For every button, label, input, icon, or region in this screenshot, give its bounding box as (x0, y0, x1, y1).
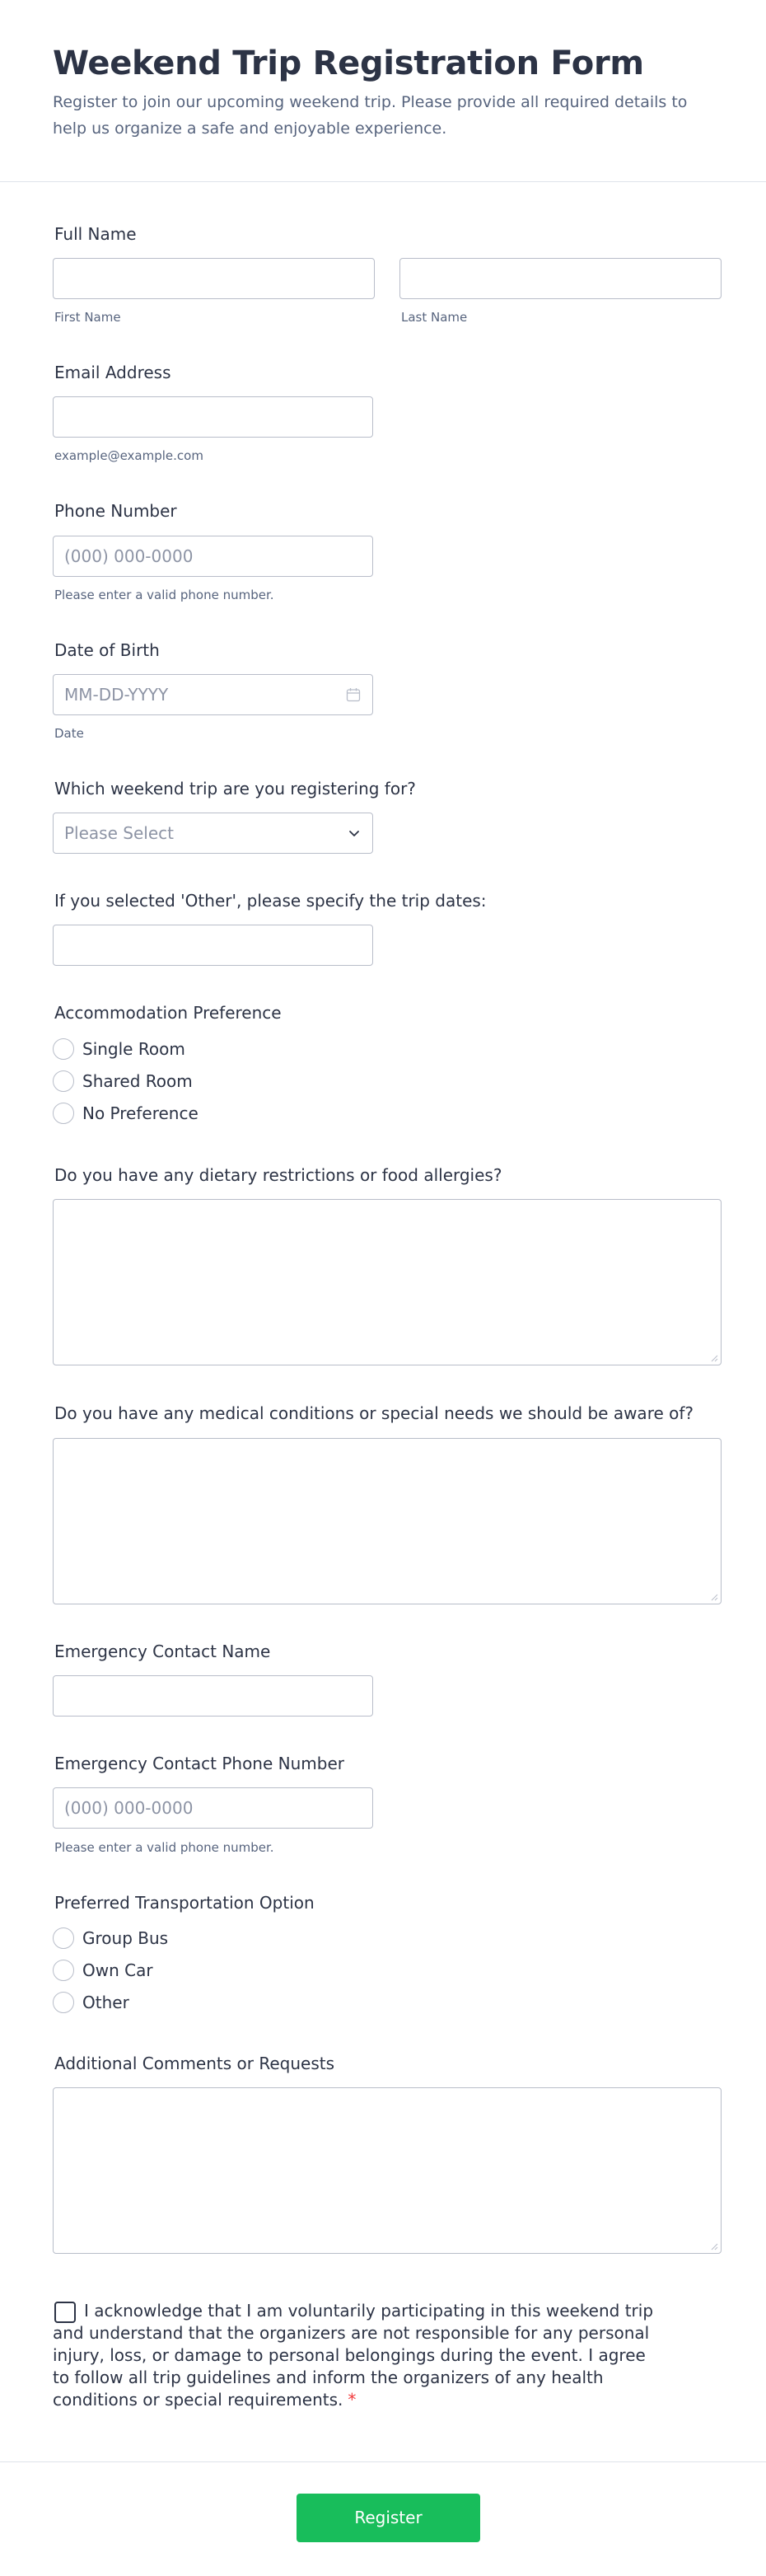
other-dates-input[interactable] (53, 925, 373, 966)
last-name-input[interactable] (399, 258, 722, 299)
radio-label-single-room: Single Room (82, 1039, 185, 1059)
comments-textarea[interactable] (53, 2087, 722, 2254)
accommodation-label: Accommodation Preference (54, 1003, 282, 1023)
first-name-input[interactable] (53, 258, 375, 299)
dietary-textarea[interactable] (53, 1199, 722, 1365)
radio-label-no-preference: No Preference (82, 1103, 199, 1123)
trip-select[interactable] (53, 813, 373, 854)
other-dates-label: If you selected 'Other', please specify the trip dates: (54, 891, 487, 911)
form-title: Weekend Trip Registration Form (53, 44, 644, 82)
radio-single-room[interactable] (53, 1038, 74, 1060)
trip-selected-value: Please Select (64, 823, 174, 843)
full-name-label: Full Name (54, 224, 137, 244)
email-input[interactable] (53, 396, 373, 438)
radio-label-group-bus: Group Bus (82, 1928, 169, 1948)
dob-input[interactable] (53, 674, 373, 715)
emergency-phone-sublabel: Please enter a valid phone number. (54, 1840, 274, 1855)
dob-label: Date of Birth (54, 640, 160, 660)
radio-own-car[interactable] (53, 1960, 74, 1981)
form-subtitle: Register to join our upcoming weekend trip. Please provide all required details to help us organize a safe and enjoyable experience. (53, 93, 688, 138)
radio-label-own-car: Own Car (82, 1960, 153, 1980)
resize-grip-icon[interactable] (710, 2242, 718, 2250)
radio-group-bus[interactable] (53, 1927, 74, 1949)
acknowledge-text (53, 2300, 659, 2411)
radio-label-shared-room: Shared Room (82, 1071, 193, 1091)
last-name-sublabel: Last Name (401, 310, 468, 325)
comments-label: Additional Comments or Requests (54, 2054, 334, 2073)
emergency-name-input[interactable] (53, 1675, 373, 1717)
phone-sublabel: Please enter a valid phone number. (54, 588, 274, 602)
form-header (0, 0, 766, 182)
radio-other[interactable] (53, 1992, 74, 2013)
calendar-icon[interactable] (346, 687, 361, 702)
acknowledge-text-body: I acknowledge that I am voluntarily participating in this weekend trip and understand that the organizers are not responsible for any personal injury, loss, or damage to personal belongings during the event. I agree to follow all trip guidelines and inform the organizers of any health conditions or special requirements. (53, 2301, 654, 2410)
phone-label: Phone Number (54, 501, 177, 521)
required-mark: * (348, 2390, 357, 2410)
radio-shared-room[interactable] (53, 1070, 74, 1092)
transport-label: Preferred Transportation Option (54, 1893, 315, 1913)
emergency-phone-placeholder: (000) 000-0000 (64, 1798, 194, 1818)
chevron-down-icon (348, 827, 361, 840)
medical-textarea[interactable] (53, 1438, 722, 1604)
radio-label-other: Other (82, 1993, 129, 2012)
footer-divider (0, 2461, 766, 2462)
phone-placeholder: (000) 000-0000 (64, 546, 194, 566)
dob-placeholder: MM-DD-YYYY (64, 685, 169, 705)
emergency-phone-input[interactable] (53, 1787, 373, 1829)
emergency-phone-label: Emergency Contact Phone Number (54, 1754, 344, 1773)
dietary-label: Do you have any dietary restrictions or food allergies? (54, 1165, 502, 1185)
email-label: Email Address (54, 363, 171, 382)
first-name-sublabel: First Name (54, 310, 121, 325)
register-button[interactable]: Register (297, 2494, 480, 2542)
resize-grip-icon[interactable] (710, 1593, 718, 1601)
radio-no-preference[interactable] (53, 1103, 74, 1124)
dob-sublabel: Date (54, 726, 84, 741)
emergency-name-label: Emergency Contact Name (54, 1642, 271, 1661)
resize-grip-icon[interactable] (710, 1354, 718, 1362)
email-sublabel: example@example.com (54, 448, 203, 463)
medical-label: Do you have any medical conditions or special needs we should be aware of? (54, 1403, 694, 1423)
trip-label: Which weekend trip are you registering for? (54, 779, 416, 799)
phone-input[interactable] (53, 536, 373, 577)
